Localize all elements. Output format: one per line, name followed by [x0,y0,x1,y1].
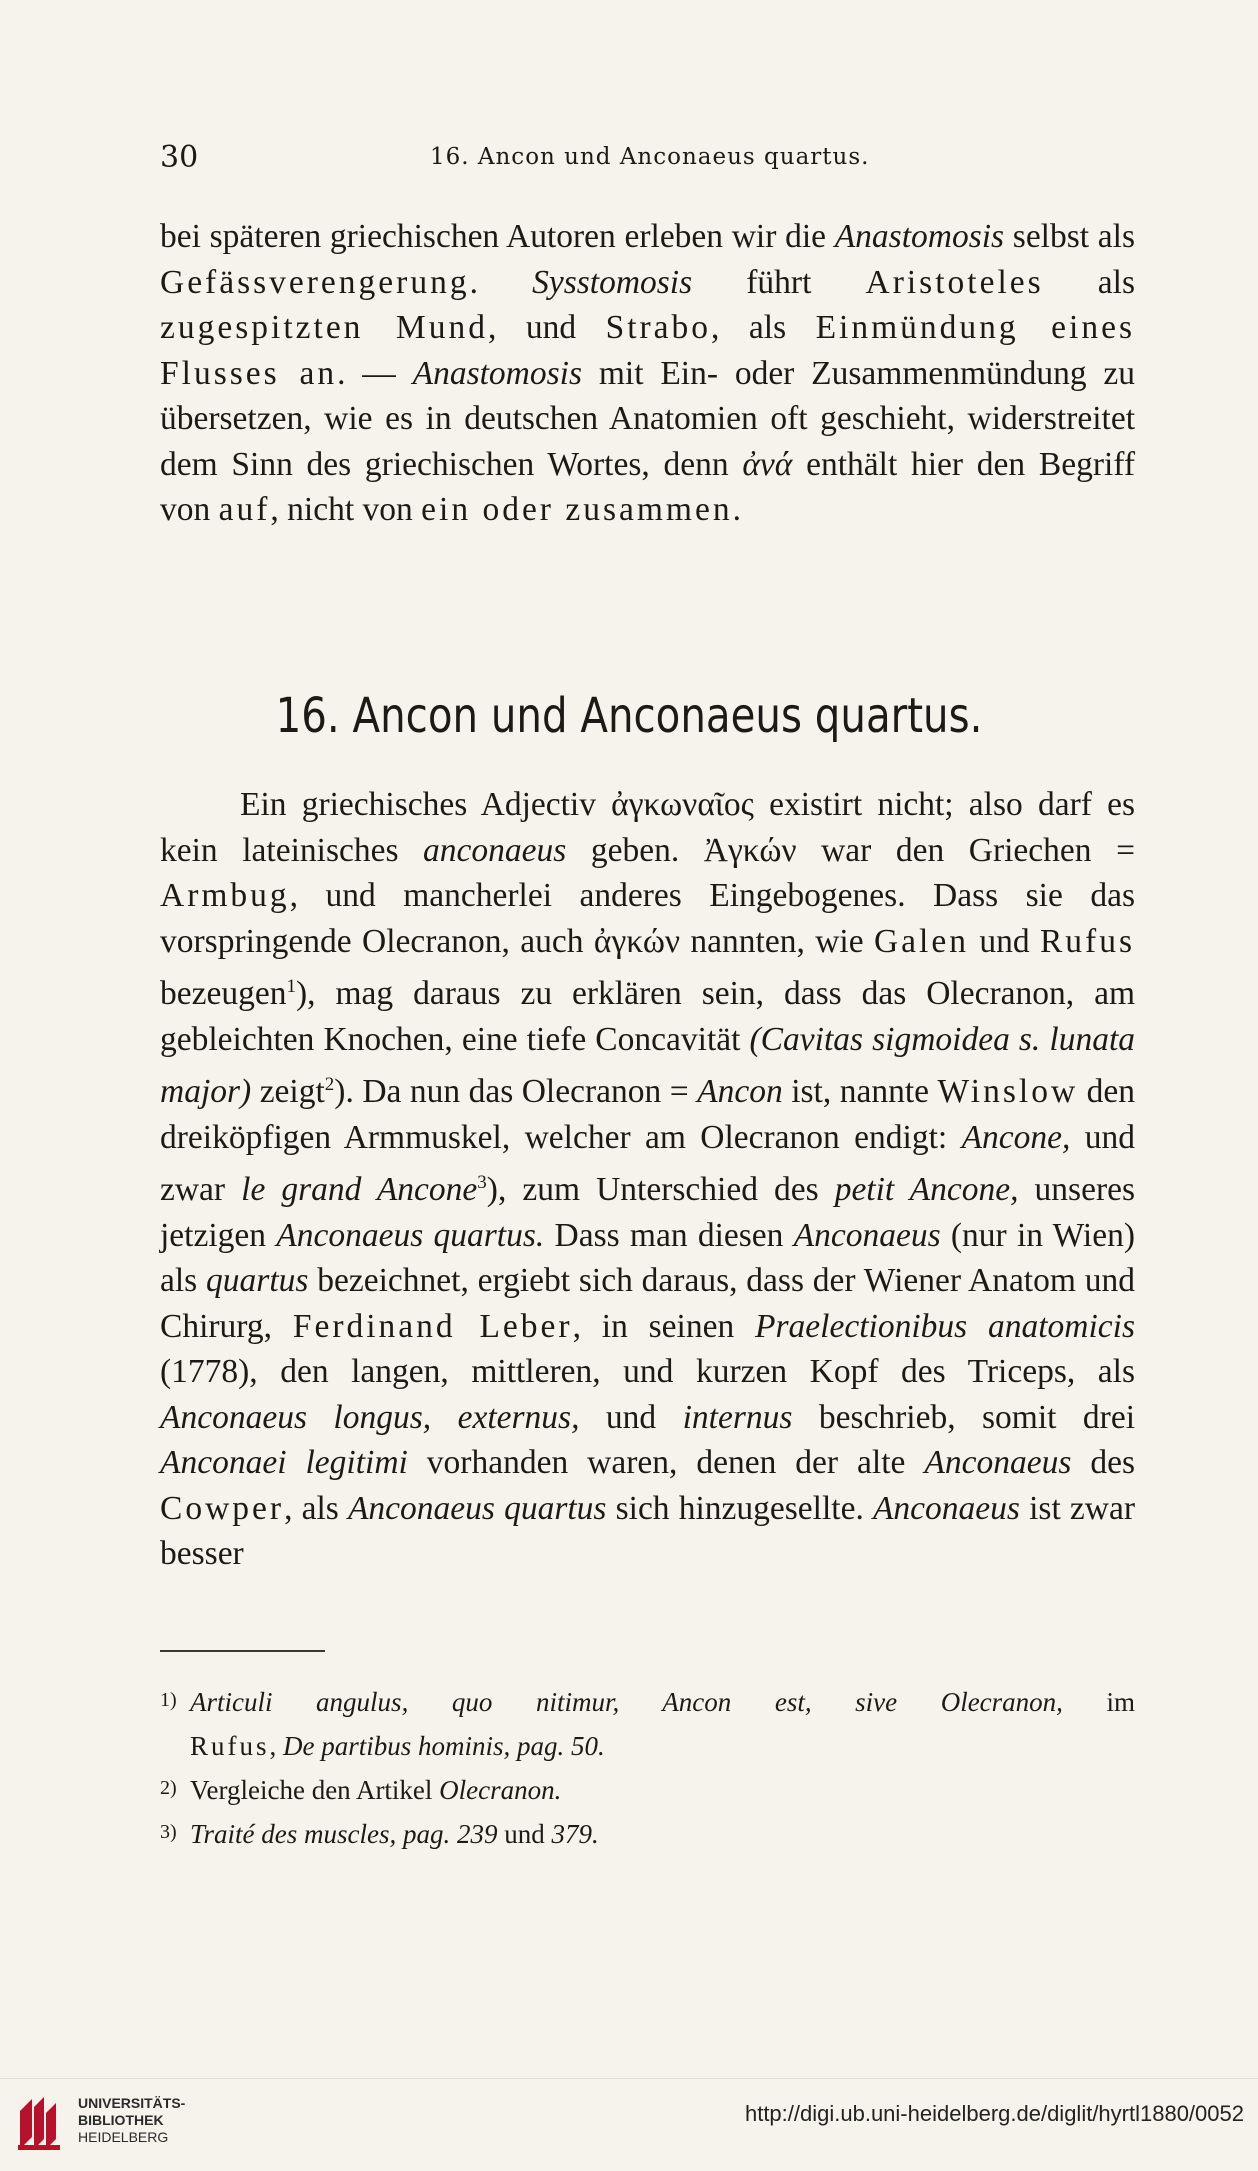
footnote-1 [160,1680,1135,1768]
footnote-line: Articuli angulus, quo nitimur, Ancon est, sive Olecranon, im [190,1687,1135,1717]
footnote-2: 2) Vergleiche den Artikel Olecranon. [160,1768,1135,1812]
section-title: 16. Ancon und Anconaeus quartus. [275,688,983,744]
footnotes [160,1680,1135,1856]
digitization-footer [0,2078,1258,2171]
footnote-mark: 3) [160,1821,177,1843]
footnote-ref-1[interactable]: 1 [286,976,296,997]
source-url-link[interactable]: http://digi.ub.uni-heidelberg.de/diglit/hyrtl1880/0052 [744,2101,1244,2126]
footnote-3: 3) Traité des muscles, pag. 239 und 379. [160,1812,1135,1856]
paragraph-text: Ein griechisches Adjectiv ἀγκωναῖος existirt nicht; also darf es kein lateinisches anconaeus geben. Ἀγκών war den Griechen = Armbug, und mancherlei anderes Eingebogenes. Dass sie das vorspringende Olecranon, auch ἀγκών nannten, wie Galen und Rufus bezeugen$^1$), mag daraus zu erklären sein, dass das Olecranon, am gebleichten Knochen, eine tiefe Concavität (Cavitas sigmoidea s. lunata major) zeigt$^2$). Da nun das Olecranon = Ancon ist, nannte Winslow den dreiköpfigen Armmuskel, welcher am Olecranon endigt: Ancone, und zwar le grand Ancone$^3$), zum Unterschied des petit Ancone, unseres jetzigen Anconaeus quartus. Dass man diesen Anconaeus (nur in Wien) als quartus bezeichnet, ergiebt sich daraus, dass der Wiener Anatom und Chirurg, Ferdinand Leber, in seinen Praelectionibus anatomicis (1778), den langen, mittleren, und kurzen Kopf des Triceps, als Anconaeus longus, externus, und internus beschrieb, somit drei Anconaei legitimi vorhanden waren, denen der alte Anconaeus des Cowper, als Anconaeus quartus sich hinzugesellte. Anconaeus ist zwar besser [160,786,1136,1573]
footnote-line: Rufus, De partibus hominis, pag. 50. [190,1731,605,1761]
library-name: UNIVERSITÄTS- BIBLIOTHEK HEIDELBERG [78,2095,186,2145]
footnote-mark: 1) [160,1689,177,1711]
footnote-ref-2[interactable]: 2 [324,1074,335,1096]
footnote-separator [160,1650,325,1652]
page-number: 30 [160,140,199,175]
paragraph-ancon [160,782,1135,1577]
library-logo-icon [14,2093,70,2153]
page-header [160,140,1135,184]
running-head: 16. Ancon und Anconaeus quartus. [430,144,870,170]
paragraph-anastomosis [160,214,1135,533]
paragraph-text: bei späteren griechischen Autoren erleben wir die Anastomosis selbst als Gefässverengerung. Sysstomosis führt Aristoteles als zugespitzten Mund, und Strabo, als Einmündung eines Flusses an. — Anastomosis mit Ein- oder Zusammenmündung zu übersetzen, wie es in deutschen Anatomien oft geschieht, widerstreitet dem Sinn des griechischen Wortes, denn ἀνά enthält hier den Begriff von auf, nicht von ein oder zusammen. [160,218,1136,528]
footnote-ref-3[interactable]: 3 [477,1172,487,1194]
footnote-mark: 2) [160,1777,177,1799]
